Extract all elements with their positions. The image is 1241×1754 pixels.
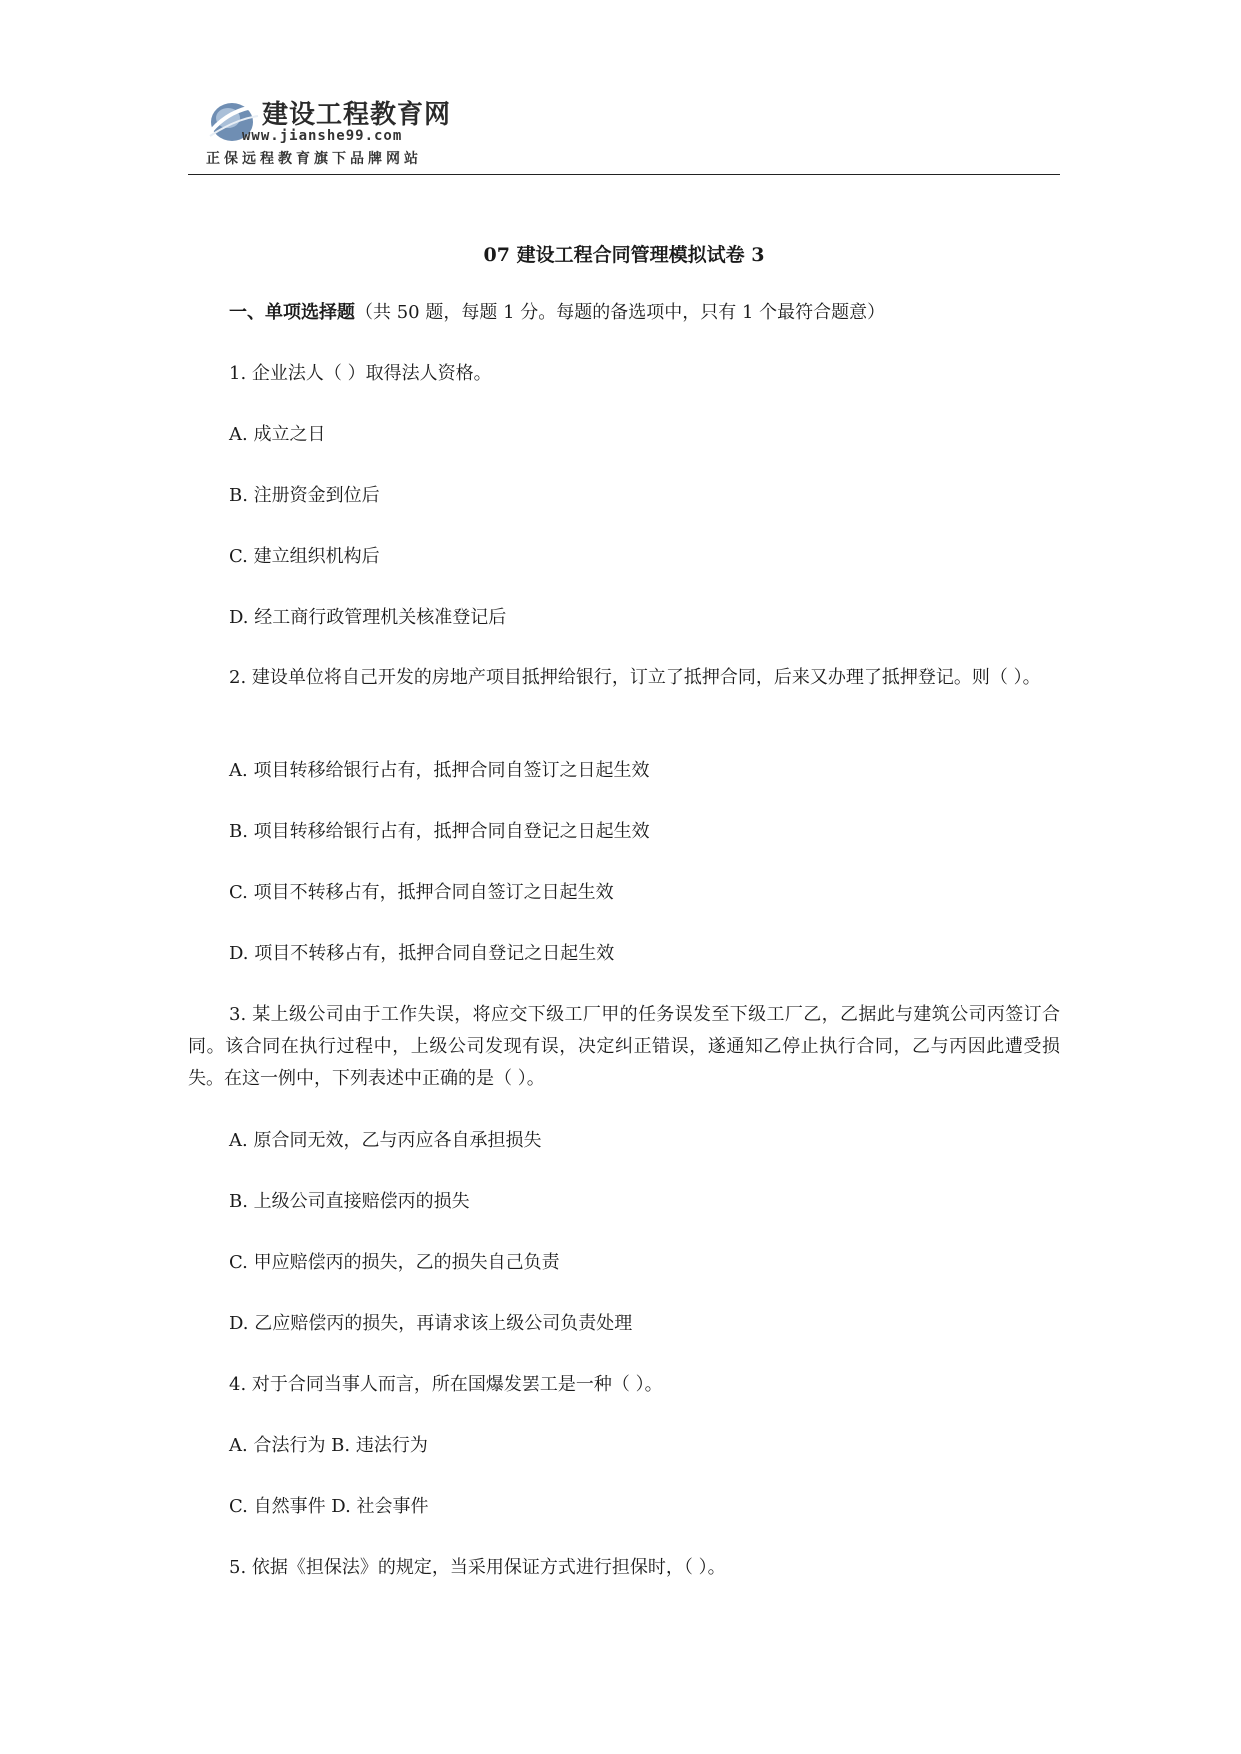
question-3-option-a: A. 原合同无效，乙与丙应各自承担损失 xyxy=(229,1130,542,1151)
question-2-stem: 2. 建设单位将自己开发的房地产项目抵押给银行，订立了抵押合同，后来又办理了抵押登记。则（ ）。 xyxy=(229,667,1041,688)
question-4-options-cd: C. 自然事件 D. 社会事件 xyxy=(229,1496,429,1517)
logo-url: www.jianshe99.com xyxy=(242,128,403,144)
header-divider xyxy=(188,174,1060,175)
question-3-option-d: D. 乙应赔偿丙的损失，再请求该上级公司负责处理 xyxy=(229,1313,633,1334)
question-1-option-d: D. 经工商行政管理机关核准登记后 xyxy=(229,607,507,628)
question-1-option-a: A. 成立之日 xyxy=(229,424,326,445)
site-header xyxy=(188,90,1060,176)
question-2-option-d: D. 项目不转移占有，抵押合同自登记之日起生效 xyxy=(229,943,615,964)
question-1-option-c: C. 建立组织机构后 xyxy=(229,546,380,567)
question-2-option-b: B. 项目转移给银行占有，抵押合同自登记之日起生效 xyxy=(229,821,650,842)
question-2-option-c: C. 项目不转移占有，抵押合同自签订之日起生效 xyxy=(229,882,614,903)
question-4-options-ab: A. 合法行为 B. 违法行为 xyxy=(229,1435,428,1456)
question-3-option-c: C. 甲应赔偿丙的损失，乙的损失自己负责 xyxy=(229,1252,560,1273)
logo-title: 建设工程教育网 xyxy=(262,100,452,130)
question-3-option-b: B. 上级公司直接赔偿丙的损失 xyxy=(229,1191,470,1212)
document-title: 07 建设工程合同管理模拟试卷 3 xyxy=(483,244,765,266)
question-3-stem: 3. 某上级公司由于工作失误，将应交下级工厂甲的任务误发至下级工厂乙，乙据此与建筑公司丙签订合同。该合同在执行过程中，上级公司发现有误，决定纠正错误，遂通知乙停止执行合同，乙与丙因此遭受损失。在这一例中，下列表述中正确的是（ ）。 xyxy=(188,1004,1060,1089)
question-4-stem: 4. 对于合同当事人而言，所在国爆发罢工是一种（ ）。 xyxy=(229,1374,663,1395)
section-note: （共 50 题，每题 1 分。每题的备选项中，只有 1 个最符合题意） xyxy=(355,302,886,323)
question-2-option-a: A. 项目转移给银行占有，抵押合同自签订之日起生效 xyxy=(229,760,650,781)
question-1-stem: 1. 企业法人（ ）取得法人资格。 xyxy=(229,363,492,384)
section-heading-line xyxy=(229,297,885,329)
question-1-option-b: B. 注册资金到位后 xyxy=(229,485,380,506)
section-heading: 一、单项选择题 xyxy=(229,302,355,323)
question-5-stem: 5. 依据《担保法》的规定，当采用保证方式进行担保时，（ ）。 xyxy=(229,1557,726,1578)
logo-slogan: 正保远程教育旗下品牌网站 xyxy=(206,151,422,167)
